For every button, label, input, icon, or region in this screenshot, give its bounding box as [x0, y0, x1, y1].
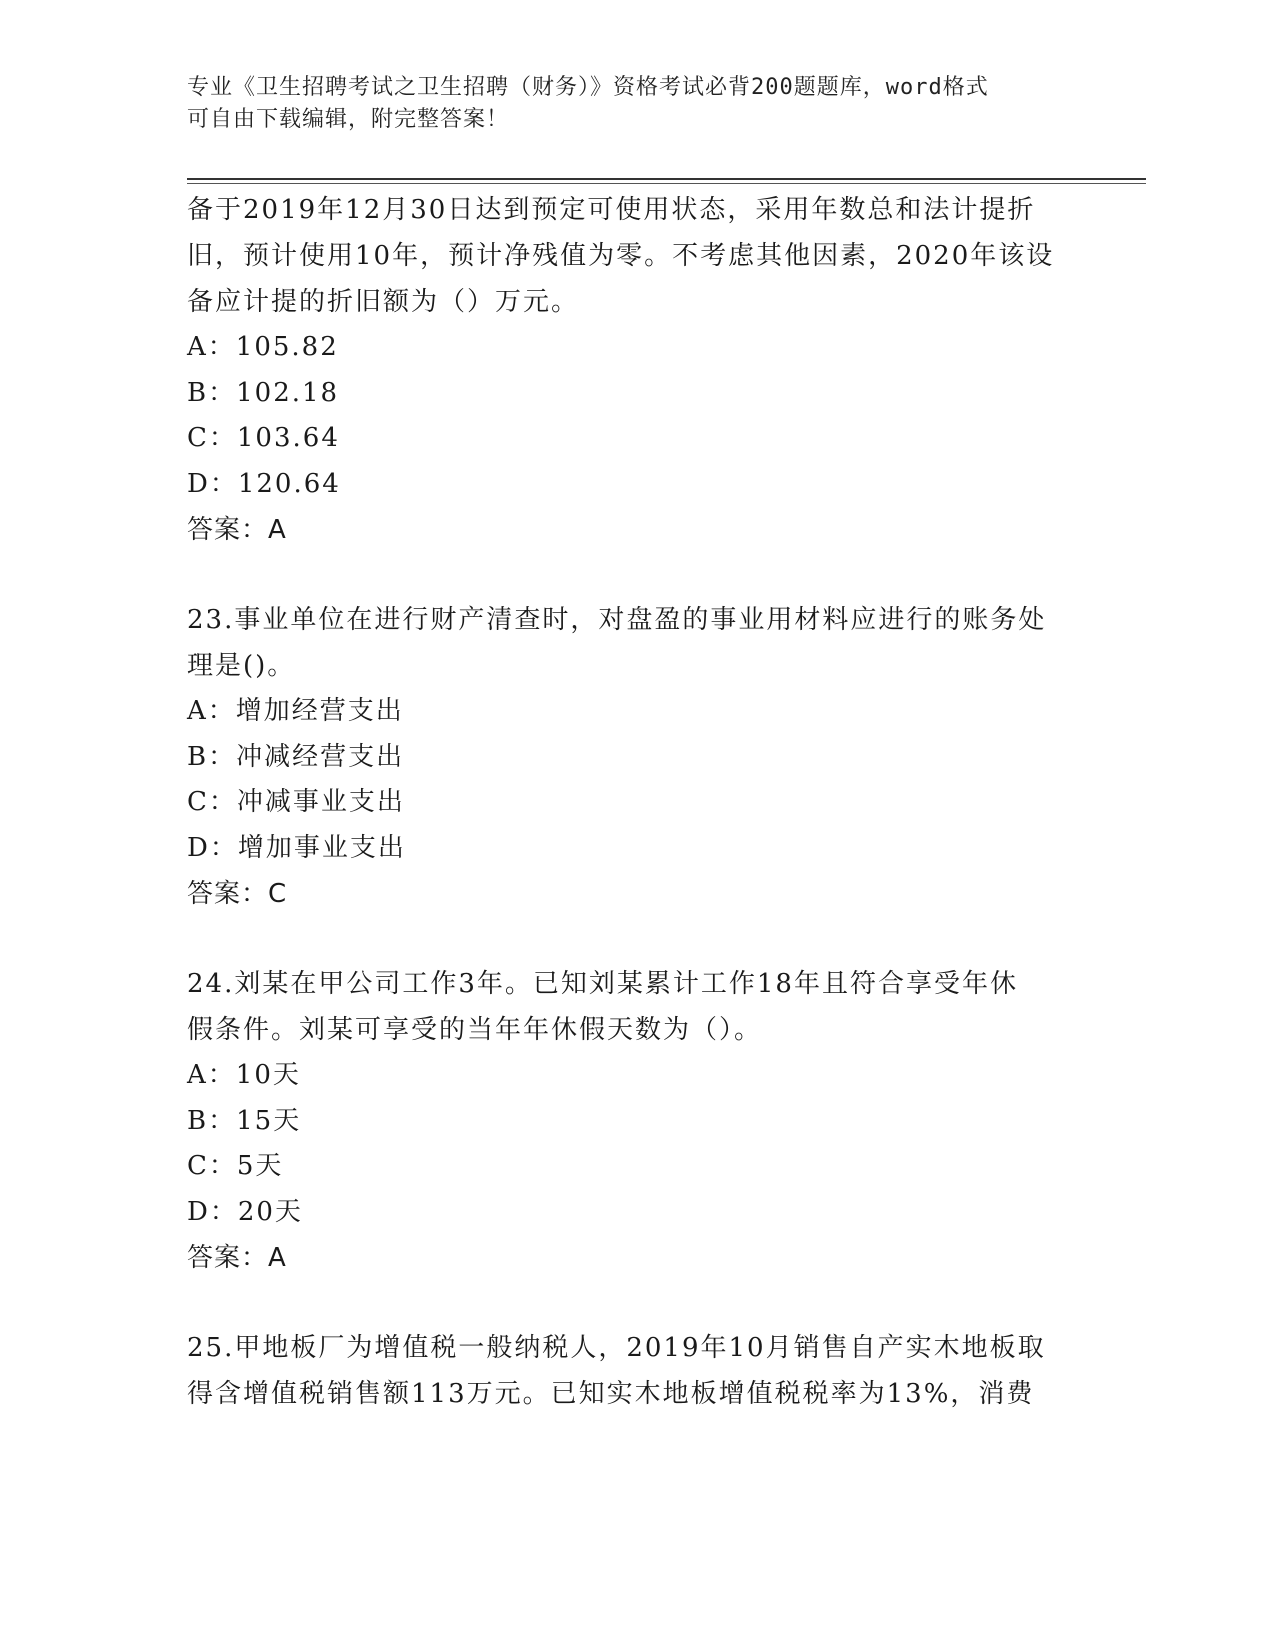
- option-a: A：10天: [187, 1060, 301, 1090]
- answer-line: 答案：A: [187, 515, 287, 545]
- header-divider-thin: [187, 183, 1146, 184]
- option-a: A：105.82: [187, 332, 339, 362]
- document-header: [187, 72, 1087, 136]
- question-text-line: 得含增值税销售额113万元。已知实木地板增值税税率为13%，消费: [187, 1379, 1035, 1409]
- question-text-line: 备应计提的折旧额为（）万元。: [187, 287, 580, 317]
- question-text-line: 24.刘某在甲公司工作3年。已知刘某累计工作18年且符合享受年休: [187, 969, 1018, 999]
- option-a: A：增加经营支出: [187, 696, 404, 726]
- question-22: [187, 187, 1087, 553]
- answer-line: 答案：C: [187, 879, 288, 909]
- option-c: C：103.64: [187, 423, 340, 453]
- question-text-line: 理是()。: [187, 651, 296, 681]
- question-24: [187, 961, 1087, 1281]
- option-b: B：15天: [187, 1105, 302, 1136]
- header-line-1: 专业《卫生招聘考试之卫生招聘（财务）》资格考试必背200题题库，word格式: [187, 75, 989, 100]
- question-text-line: 假条件。刘某可享受的当年年休假天数为（）。: [187, 1015, 763, 1045]
- option-d: D：20天: [187, 1196, 303, 1227]
- question-text-line: 25.甲地板厂为增值税一般纳税人，2019年10月销售自产实木地板取: [187, 1333, 1046, 1363]
- question-text-line: 23.事业单位在进行财产清查时，对盘盈的事业用材料应进行的账务处: [187, 605, 1047, 635]
- header-line-2: 可自由下载编辑，附完整答案！: [187, 107, 510, 132]
- question-text-line: 旧，预计使用10年，预计净残值为零。不考虑其他因素，2020年该设: [187, 241, 1055, 271]
- question-25: [187, 1325, 1087, 1417]
- option-d: D：120.64: [187, 468, 341, 499]
- option-c: C：冲减事业支出: [187, 787, 405, 817]
- question-text-line: 备于2019年12月30日达到预定可使用状态，采用年数总和法计提折: [187, 195, 1036, 225]
- option-c: C：5天: [187, 1151, 284, 1181]
- option-b: B：冲减经营支出: [187, 741, 405, 772]
- answer-line: 答案：A: [187, 1243, 287, 1273]
- option-b: B：102.18: [187, 377, 340, 408]
- question-23: [187, 597, 1087, 917]
- question-list: [187, 187, 1087, 1417]
- header-divider: [187, 178, 1146, 180]
- option-d: D：增加事业支出: [187, 832, 406, 863]
